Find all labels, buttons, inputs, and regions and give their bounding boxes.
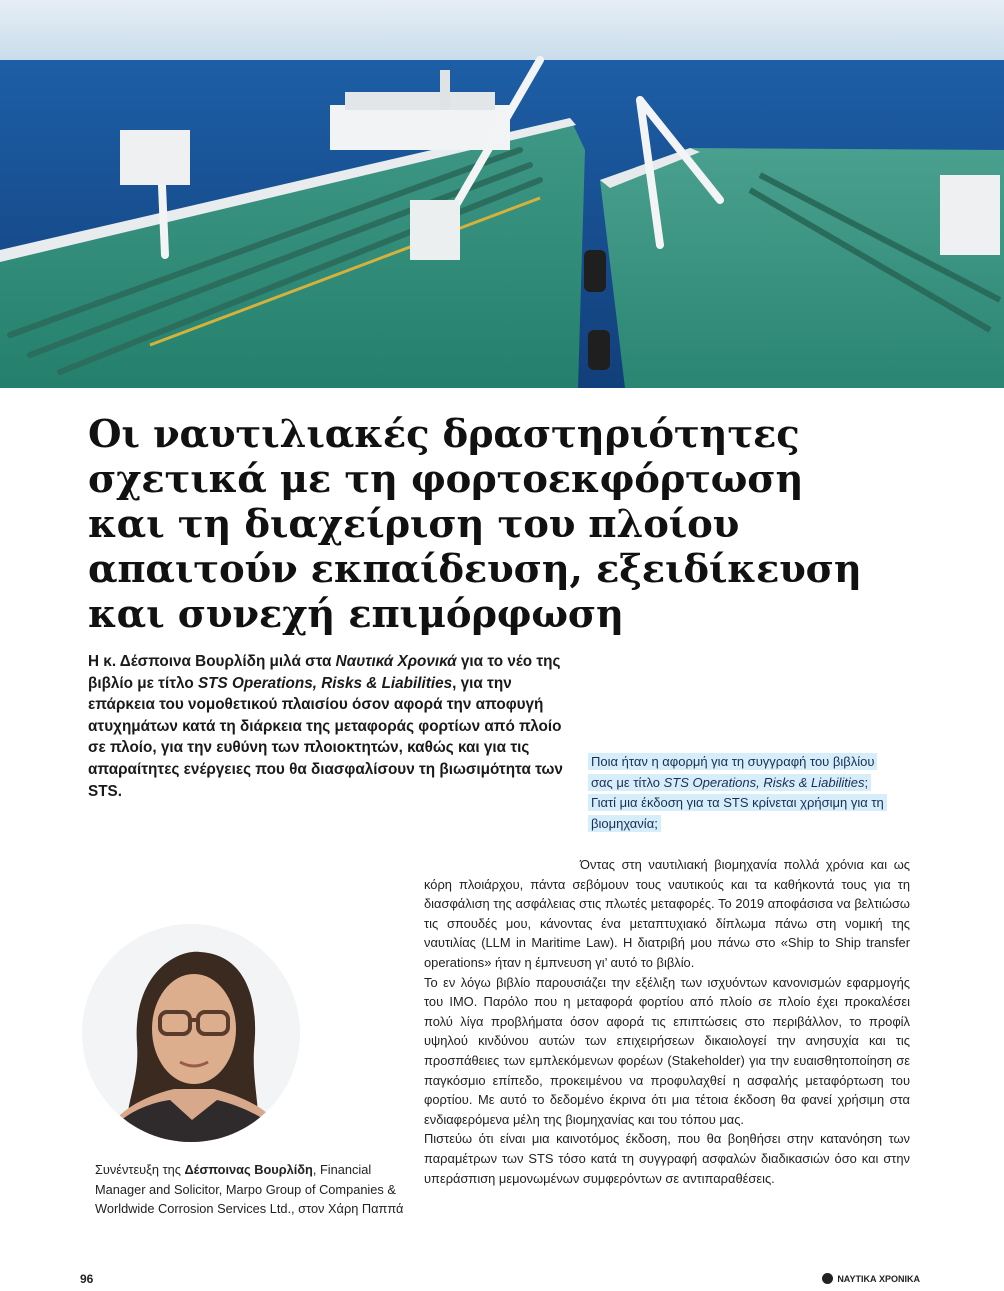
interviewee-portrait [82, 924, 300, 1142]
question-text-1: Ποια ήταν η αφορμή για τη συγγραφή του βιβλίου σας με τίτλο [591, 754, 875, 790]
question-highlight [588, 753, 887, 832]
standfirst-text-3: , για την επάρκεια του νομοθετικού πλαισίου όσον αφορά την αποφυγή ατυχημάτων κατά τη διάρκεια της μεταφοράς φορτίων από πλοίο σε πλοίο, για την ευθύνη των πλοιοκτητών, καθώς και για τις απαραίτητες ενέργειες που θα διασφαλίσουν τη βιωσιμότητα των STS. [88, 674, 563, 800]
standfirst-book-title: STS Operations, Risks & Liabilities [197, 674, 453, 692]
standfirst-text-1: Η κ. Δέσποινα Βουρλίδη μιλά στα [88, 653, 336, 670]
question-text-2: ; Γιατί μια έκδοση για τα STS κρίνεται χρήσιμη για τη βιομηχανία; [591, 774, 884, 831]
answer-paragraph: Πιστεύω ότι είναι μια καινοτόμος έκδοση, που θα βοηθήσει στην κατανόηση των παραμέτρων των STS τόσο κατά τη συγγραφή ασφαλών διαδικασιών όσο και στην υπεράσπιση μεμονωμένων συμφερόντων σε αντιπαραθέσεις. [424, 1131, 910, 1186]
brand-logo-icon [822, 1273, 833, 1284]
caption-suffix: , Financial Manager and Solicitor, Marpo Group of Companies & Worldwide Corrosion Services Ltd., στον Χάρη Παππά [95, 1162, 404, 1217]
caption-prefix: Συνέντευξη της [95, 1162, 185, 1177]
footer-brand-name: ΝΑΥΤΙΚΑ ΧΡΟΝΙΚΑ [837, 1273, 920, 1284]
article-headline: Οι ναυτιλιακές δραστηριότητες σχετικά με τη φορτοεκφόρτωση και τη διαχείριση του πλοίου απαιτούν εκπαίδευση, εξειδίκευση και συνεχή επιμόρφωση [88, 412, 862, 637]
interview-question [588, 752, 888, 834]
standfirst-publication: Ναυτικά Χρονικά [335, 653, 457, 670]
answer-paragraph: Το εν λόγω βιβλίο παρουσιάζει την εξέλιξη των ισχυόντων κανονισμών εφαρμογής του IMO. Παρόλο που η μεταφορά φορτίου από πλοίο σε πλοίο έχει προκαλέσει πολύ λίγα προβλήματα όσον αφορά τις επιπτώσεις στο περιβάλλον, το προφίλ υψηλού κινδύνου αυτών των επιχειρήσεων δικαιολογεί την ανησυχία και τις προσπάθειες των εμπλεκόμενων φορέων (Stakeholder) για την ευαισθητοποίηση σε παγκόσμιο επίπεδο, προκειμένου να προφυλαχθεί η ασφαλής μεταφόρτωση του φορτίου. Με αυτό το δεδομένο έκρινα ότι μια τέτοια έκδοση θα φανεί χρήσιμη στα ενδιαφερόμενα μέλη της βιομηχανίας και του τόπου μας. [424, 974, 910, 1127]
question-book-title: STS Operations, Risks & Liabilities [663, 774, 865, 790]
interview-answer [424, 855, 910, 1188]
answer-paragraph: Όντας στη ναυτιλιακή βιομηχανία πολλά χρόνια και ως κόρη πλοιάρχου, πάντα σεβόμουν τους ναυτικούς και τα καθήκοντά τους για τη διασφάλιση της ασφάλειας στις πλωτές μεταφορές. Το 2019 αποφάσισα να βελτιώσω τις σπουδές μου, κάνοντας ένα μεταπτυχιακό δίπλωμα πάνω στη νομική της ναυτιλίας (LLM in Maritime Law). Η διατριβή μου πάνω στο «Ship to Ship transfer operations» ήταν η έμπνευση γι’ αυτό το βιβλίο. [424, 857, 910, 970]
page-number: 96 [80, 1272, 94, 1286]
caption-name: Δέσποινας Βουρλίδη [184, 1162, 313, 1177]
standfirst-text-2: για το νέο της βιβλίο με τίτλο [88, 653, 561, 692]
article-standfirst [88, 651, 578, 802]
hero-photo-tankers [0, 0, 1004, 388]
portrait-caption [95, 1160, 405, 1219]
footer-brand [822, 1273, 920, 1284]
